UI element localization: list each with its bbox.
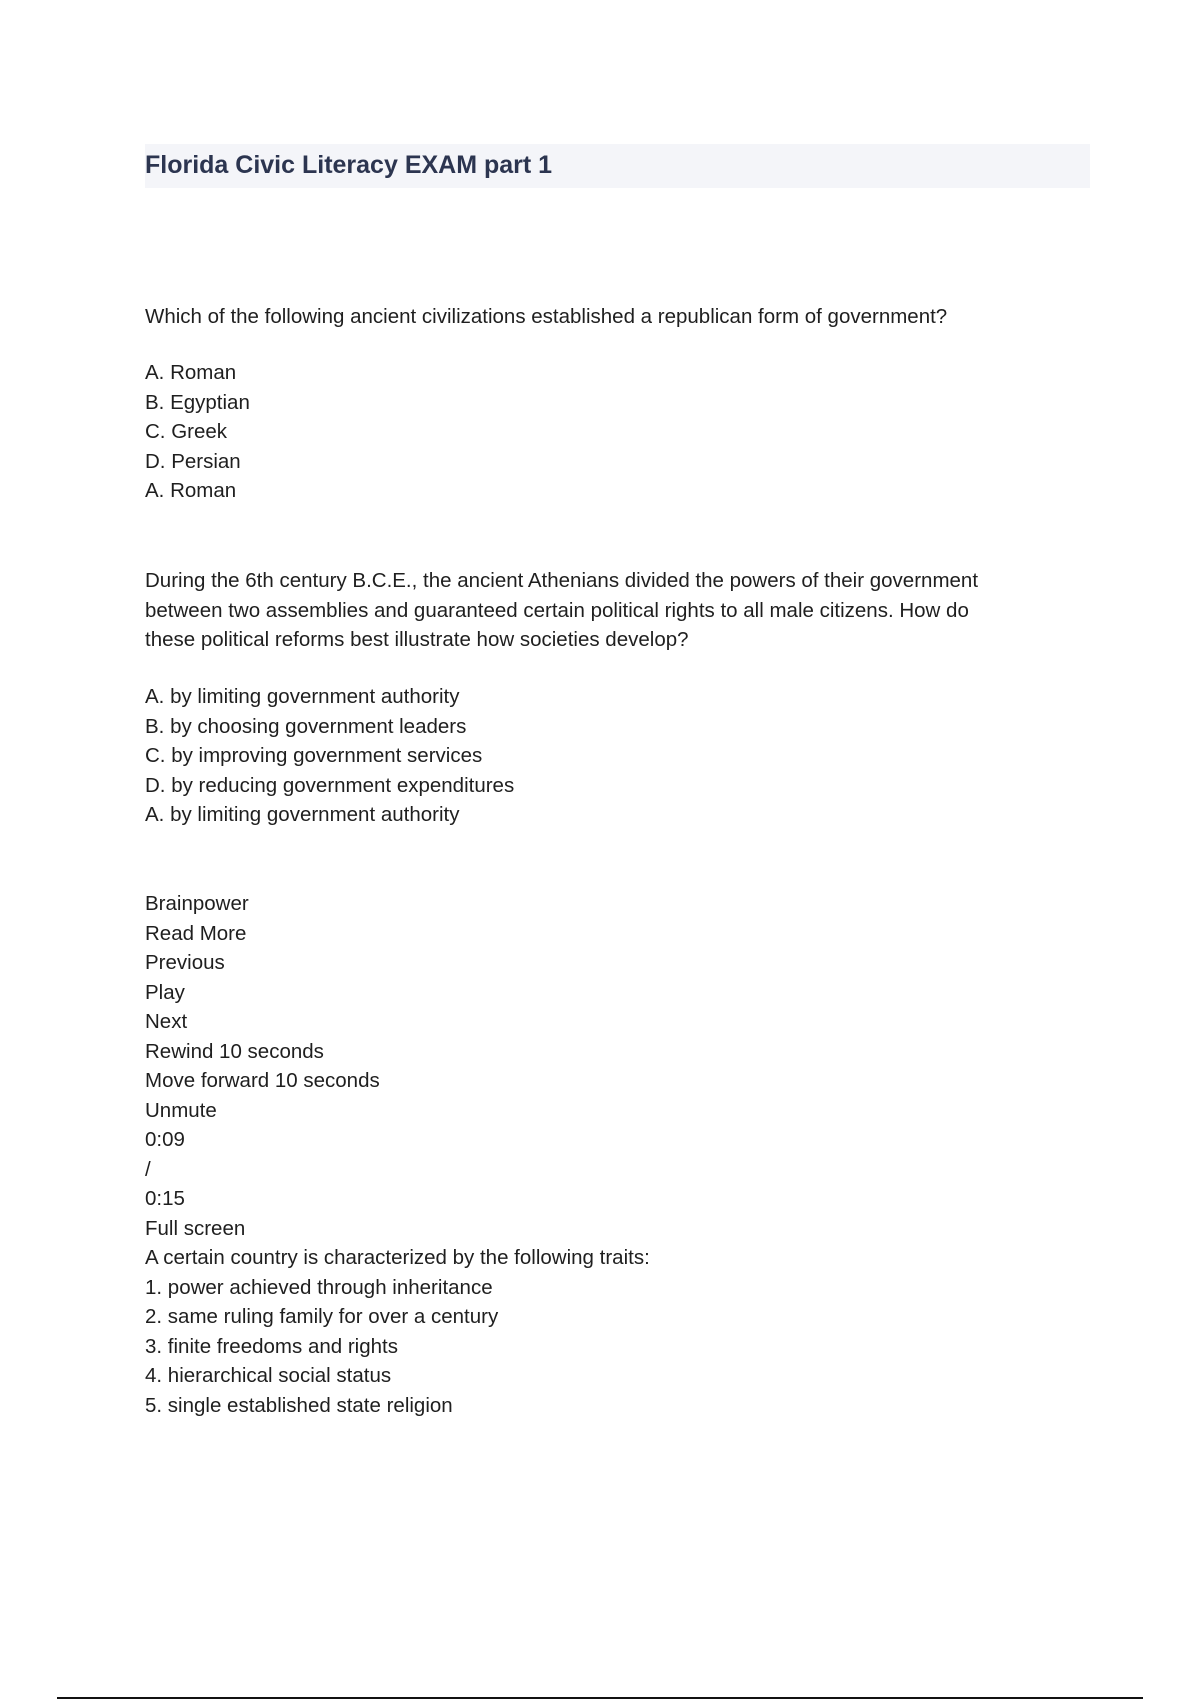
option-item: C. Greek (145, 420, 228, 443)
fullscreen-button[interactable]: Full screen (145, 1216, 246, 1240)
next-button[interactable]: Next (145, 1010, 188, 1033)
option-item: B. Egyptian (145, 390, 250, 414)
trait-item: 2. same ruling family for over a century (145, 1305, 499, 1328)
time-separator: / (145, 1157, 151, 1181)
player-brand: Brainpower (145, 892, 249, 915)
question-2-prompt-line: between two assemblies and guaranteed certain political rights to all male citizens. How do (145, 598, 969, 622)
option-item: A. Roman (145, 361, 237, 384)
question-1-prompt: Which of the following ancient civilizations established a republican form of government? (145, 305, 948, 328)
play-button[interactable]: Play (145, 980, 185, 1004)
question-2-options (145, 682, 1075, 830)
duration: 0:15 (145, 1187, 185, 1210)
option-item: D. Persian (145, 449, 241, 473)
option-item: A. by limiting government authority (145, 685, 460, 708)
trait-item: 4. hierarchical social status (145, 1364, 392, 1387)
option-item: B. by choosing government leaders (145, 714, 467, 738)
page-title: Florida Civic Literacy EXAM part 1 (145, 151, 553, 179)
previous-button[interactable]: Previous (145, 951, 225, 974)
media-player-text (145, 889, 1075, 1420)
trait-item: 3. finite freedoms and rights (145, 1334, 398, 1358)
read-more-link[interactable]: Read More (145, 921, 247, 945)
question-1-answer: A. Roman (145, 479, 237, 502)
question-3-prompt: A certain country is characterized by the following traits: (145, 1246, 650, 1269)
unmute-button[interactable]: Unmute (145, 1098, 217, 1122)
question-2-prompt-line: these political reforms best illustrate how societies develop? (145, 628, 689, 651)
option-item: D. by reducing government expenditures (145, 773, 515, 797)
current-time: 0:09 (145, 1128, 185, 1151)
question-1-options (145, 358, 1075, 506)
trait-item: 1. power achieved through inheritance (145, 1275, 493, 1299)
option-item: C. by improving government services (145, 744, 483, 767)
question-2 (145, 566, 1075, 655)
forward-button[interactable]: Move forward 10 seconds (145, 1069, 380, 1092)
trait-item: 5. single established state religion (145, 1393, 453, 1417)
question-2-answer: A. by limiting government authority (145, 803, 460, 826)
question-2-prompt-line: During the 6th century B.C.E., the ancient Athenians divided the powers of their government (145, 569, 979, 592)
question-1 (145, 302, 1075, 332)
rewind-button[interactable]: Rewind 10 seconds (145, 1039, 324, 1063)
title-bar (145, 144, 1090, 188)
footer-divider (57, 1697, 1143, 1699)
